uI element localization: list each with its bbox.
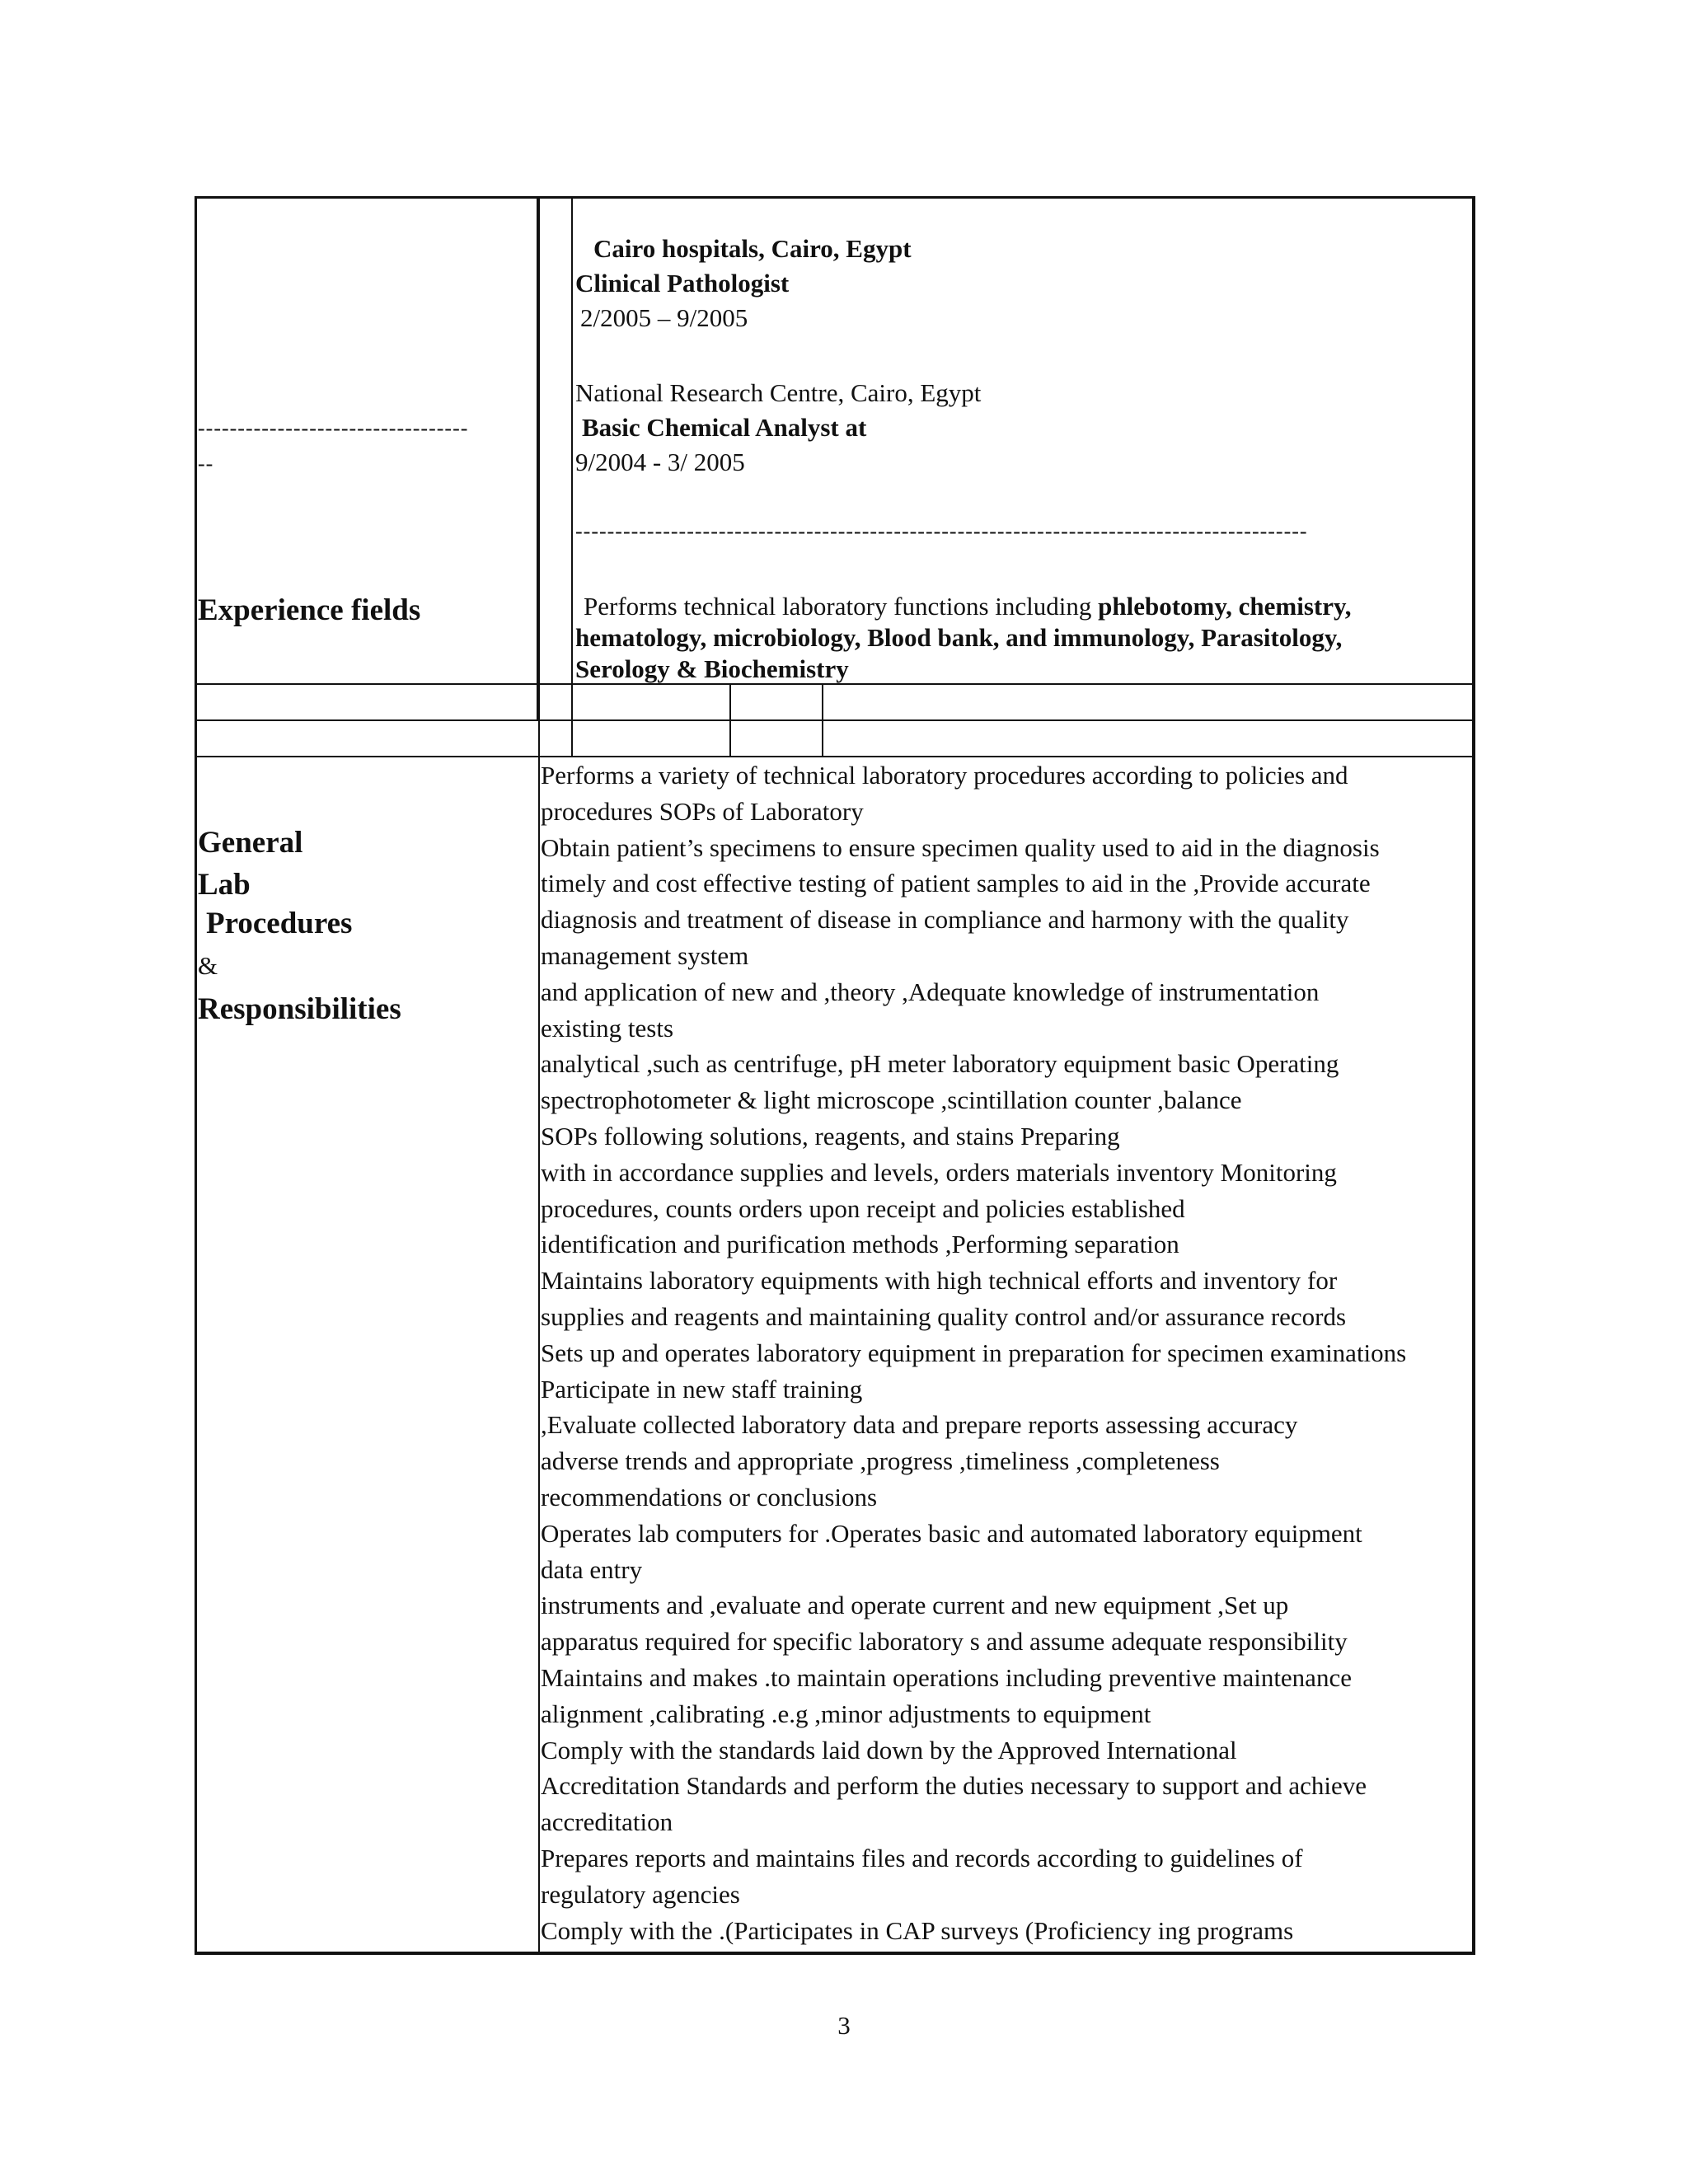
lab-label-general: General <box>198 826 303 860</box>
table-bottom-border <box>195 1952 1475 1955</box>
responsibility-line: Sets up and operates laboratory equipment in preparation for specimen examinations <box>541 1338 1407 1367</box>
responsibility-line: supplies and reagents and maintaining quality control and/or assurance records <box>541 1301 1347 1331</box>
responsibility-line: ,Evaluate collected laboratory data and prepare reports assessing accuracy <box>541 1410 1298 1440</box>
job1-title: Clinical Pathologist <box>575 269 790 298</box>
responsibility-line: recommendations or conclusions <box>541 1482 878 1511</box>
experience-fields-intro: Performs technical laboratory functions including <box>584 592 1099 621</box>
table-left-border <box>195 196 197 1955</box>
responsibility-line: with in accordance supplies and levels, orders materials inventory Monitoring <box>541 1157 1337 1187</box>
lab-label-responsibilities: Responsibilities <box>198 992 401 1026</box>
responsibility-line: data entry <box>541 1554 643 1584</box>
experience-separator: -------------------------------------------------------------------------------------------- <box>575 519 1308 543</box>
column-divider-lower <box>538 720 540 1953</box>
lab-label-ampersand: & <box>198 951 218 980</box>
responsibility-line: SOPs following solutions, reagents, and stains Preparing <box>541 1121 1120 1151</box>
responsibility-line: alignment ,calibrating .e.g ,minor adjustments to equipment <box>541 1699 1151 1728</box>
table-right-border <box>1472 196 1475 1955</box>
lab-responsibilities-text <box>541 757 1472 1948</box>
row-divider-2 <box>195 719 1474 721</box>
responsibility-line: apparatus required for specific laboratory s and assume adequate responsibility <box>541 1627 1348 1657</box>
left-dashes-2: -- <box>198 452 214 476</box>
lab-label-lab: Lab <box>198 868 251 902</box>
column-divider-inner <box>571 196 573 757</box>
responsibility-line: Comply with the standards laid down by the Approved International <box>541 1735 1237 1765</box>
job2-org: National Research Centre, Cairo, Egypt <box>575 378 982 407</box>
responsibility-line: Participate in new staff training <box>541 1374 863 1404</box>
responsibility-line: spectrophotometer & light microscope ,scintillation counter ,balance <box>541 1085 1242 1115</box>
responsibility-line: analytical ,such as centrifuge, pH meter laboratory equipment basic Operating <box>541 1049 1339 1079</box>
job1-org: Cairo hospitals, Cairo, Egypt <box>593 234 912 263</box>
responsibility-line: instruments and ,evaluate and operate current and new equipment ,Set up <box>541 1591 1289 1620</box>
responsibility-line: and application of new and ,theory ,Adequate knowledge of instrumentation <box>541 977 1320 1006</box>
responsibility-line: Comply with the .(Participates in CAP surveys (Proficiency ing programs <box>541 1915 1294 1945</box>
job1-dates: 2/2005 – 9/2005 <box>580 303 748 332</box>
column-divider-thick <box>537 196 540 720</box>
responsibility-line: Maintains and makes .to maintain operations including preventive maintenance <box>541 1662 1352 1692</box>
experience-fields-line3: Serology & Biochemistry <box>575 654 849 683</box>
responsibility-line: adverse trends and appropriate ,progress ,timeliness ,completeness <box>541 1446 1220 1476</box>
experience-fields-line2: hematology, microbiology, Blood bank, and immunology, Parasitology, <box>575 623 1343 652</box>
responsibility-line: Accreditation Standards and perform the duties necessary to support and achieve <box>541 1771 1367 1801</box>
page-number: 3 <box>837 2011 851 2040</box>
responsibility-line: regulatory agencies <box>541 1879 740 1909</box>
job2-dates: 9/2004 - 3/ 2005 <box>575 448 745 476</box>
responsibility-line: management system <box>541 940 749 970</box>
responsibility-line: accreditation <box>541 1807 673 1837</box>
responsibility-line: Operates lab computers for .Operates basic and automated laboratory equipment <box>541 1518 1362 1548</box>
responsibility-line: procedures, counts orders upon receipt and policies established <box>541 1193 1185 1223</box>
responsibility-line: Obtain patient’s specimens to ensure specimen quality used to aid in the diagnosis <box>541 832 1380 862</box>
table-top-border <box>195 196 1475 199</box>
responsibility-line: Prepares reports and maintains files and records according to guidelines of <box>541 1843 1303 1872</box>
experience-fields-label: Experience fields <box>198 593 421 627</box>
responsibility-line: identification and purification methods ,Performing separation <box>541 1230 1179 1259</box>
responsibility-line: procedures SOPs of Laboratory <box>541 796 864 826</box>
responsibility-line: Performs a variety of technical laboratory procedures according to policies and <box>541 761 1348 790</box>
left-dashes-1: ---------------------------------- <box>198 416 469 440</box>
experience-fields-bold: phlebotomy, chemistry, <box>1098 592 1352 621</box>
lab-label-procedures: Procedures <box>206 907 353 940</box>
job2-title: Basic Chemical Analyst at <box>582 413 867 442</box>
responsibility-line: timely and cost effective testing of patient samples to aid in the ,Provide accurate <box>541 869 1371 898</box>
responsibility-line: Maintains laboratory equipments with high technical efforts and inventory for <box>541 1266 1338 1296</box>
responsibility-line: diagnosis and treatment of disease in compliance and harmony with the quality <box>541 905 1349 935</box>
responsibility-line: existing tests <box>541 1013 674 1043</box>
